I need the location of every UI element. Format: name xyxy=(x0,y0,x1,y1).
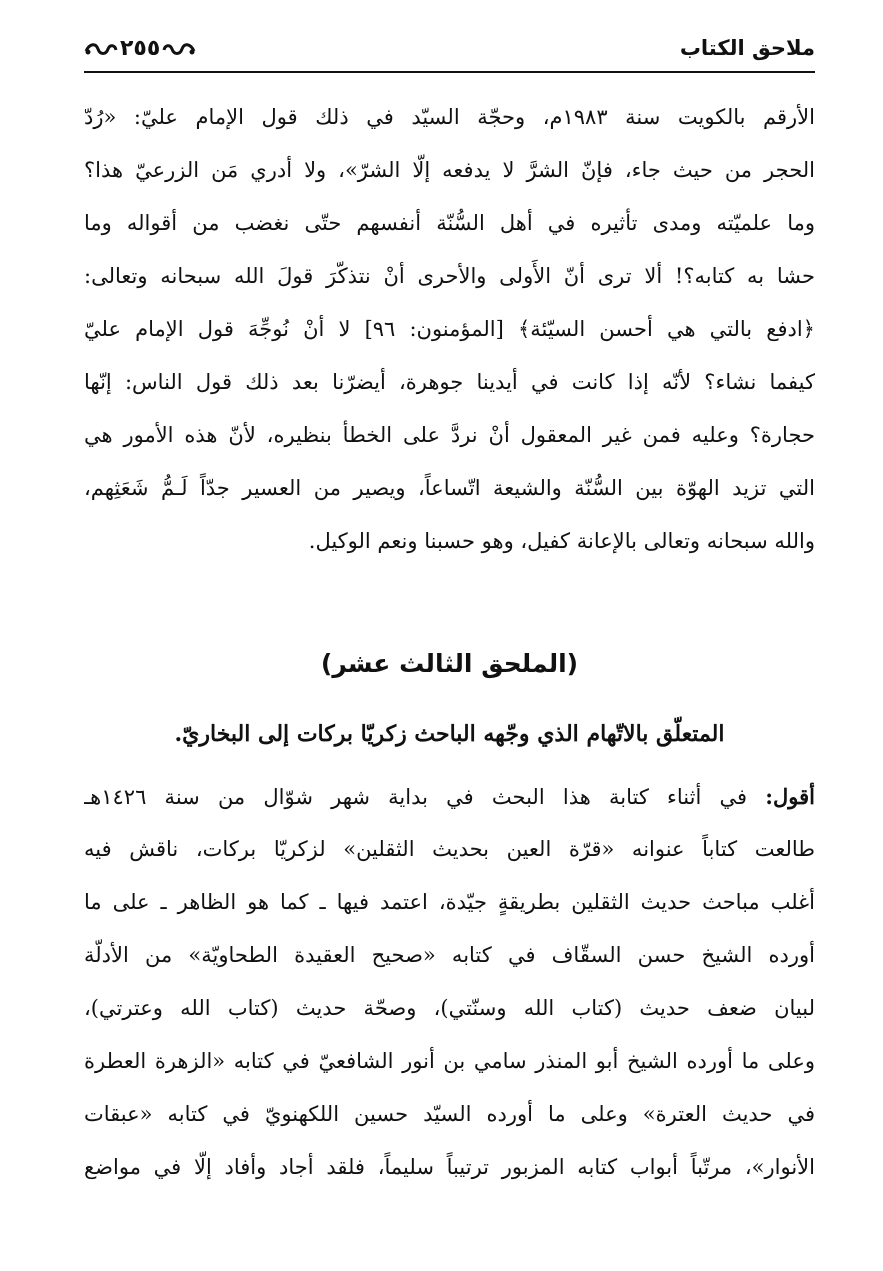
appendix-heading: (الملحق الثالث عشر) xyxy=(320,649,579,678)
text-line: أورده الشيخ حسن السقّاف في كتابه «صحيح العقيدة الطحاويّة» من الأدلّة xyxy=(84,943,815,967)
text-line: التي تزيد الهوّة بين السُّنّة والشيعة اتّساعاً، ويصير من العسير جدّاً لَـمُّ شَعَثِهم، xyxy=(84,476,815,500)
text-line: الحجر من حيث جاء، فإنّ الشرَّ لا يدفعه إلّا الشرّ»، ولا أدري مَن الزرعيّ هذا؟ xyxy=(84,158,815,182)
text-line: حجارة؟ وعليه فمن غير المعقول أنْ نردَّ على الخطأ بنظيره، لأنّ هذه الأمور هي xyxy=(84,423,815,447)
text-line: ﴿ادفع بالتي هي أحسن السيّئة﴾ [المؤمنون: ٩٦] لا أنْ نُوجِّهَ قول الإمام عليّ xyxy=(84,317,815,341)
text-line: الأرقم بالكويت سنة ١٩٨٣م، وحجّة السيّد في ذلك قول الإمام عليّ: «رُدّ xyxy=(84,105,815,129)
text-line: في حديث العترة» وعلى ما أورده السيّد حسين اللكهنويّ في كتابه «عبقات xyxy=(84,1102,815,1126)
text-line-first xyxy=(84,770,815,823)
page-number: ٢٥٥ xyxy=(120,36,161,61)
text-line: طالعت كتاباً عنوانه «قرّة العين بحديث الثقلين» لزكريّا بركات، ناقش فيه xyxy=(84,837,815,861)
text-line: وما علميّته ومدى تأثيره في أهل السُّنّة أنفسهم حتّى نغضب من أقواله وما xyxy=(84,211,815,235)
left-flourish-icon xyxy=(84,41,118,57)
running-header-title: ملاحق الكتاب xyxy=(679,36,815,60)
header-rule xyxy=(84,71,815,73)
right-flourish-icon xyxy=(162,41,196,57)
text-line: حشا به كتابه؟! ألا ترى أنّ الأَولى والأحرى أنْ نتذكّرَ قولَ الله سبحانه وتعالى: xyxy=(84,264,815,288)
page-header xyxy=(84,28,815,72)
text-line: لبيان ضعف حديث (كتاب الله وسنّتي)، وصحّة حديث (كتاب الله وعترتي)، xyxy=(84,996,815,1020)
first-line-rest: في أثناء كتابة هذا البحث في بداية شهر شوّال من سنة ١٤٢٦هـ xyxy=(84,785,766,809)
text-line: كيفما نشاء؟ لأنّه إذا كانت في أيدينا جوهرة، أيضرّنا بعد ذلك قول الناس: إنّها xyxy=(84,370,815,394)
text-line: أغلب مباحث حديث الثقلين بطريقةٍ جيّدة، اعتمد فيها ـ كما هو الظاهر ـ على ما xyxy=(84,890,815,914)
page-number-block xyxy=(84,34,196,64)
lead-word: أقول: xyxy=(765,784,815,809)
text-line: الأنوار»، مرتّباً أبواب كتابه المزبور ترتيباً سليماً، فلقد أجاد وأفاد إلّا في مواضع xyxy=(84,1155,815,1179)
paragraph-continuation xyxy=(84,91,815,568)
text-line: والله سبحانه وتعالى بالإعانة كفيل، وهو حسبنا ونعم الوكيل. xyxy=(308,529,815,553)
text-line: وعلى ما أورده الشيخ أبو المنذر سامي بن أنور الشافعيّ في كتابه «الزهرة العطرة xyxy=(84,1049,815,1073)
appendix-subheading: المتعلّق بالاتّهام الذي وجّهه الباحث زكريّا بركات إلى البخاريّ. xyxy=(174,721,725,747)
paragraph-aqul xyxy=(84,770,815,1194)
